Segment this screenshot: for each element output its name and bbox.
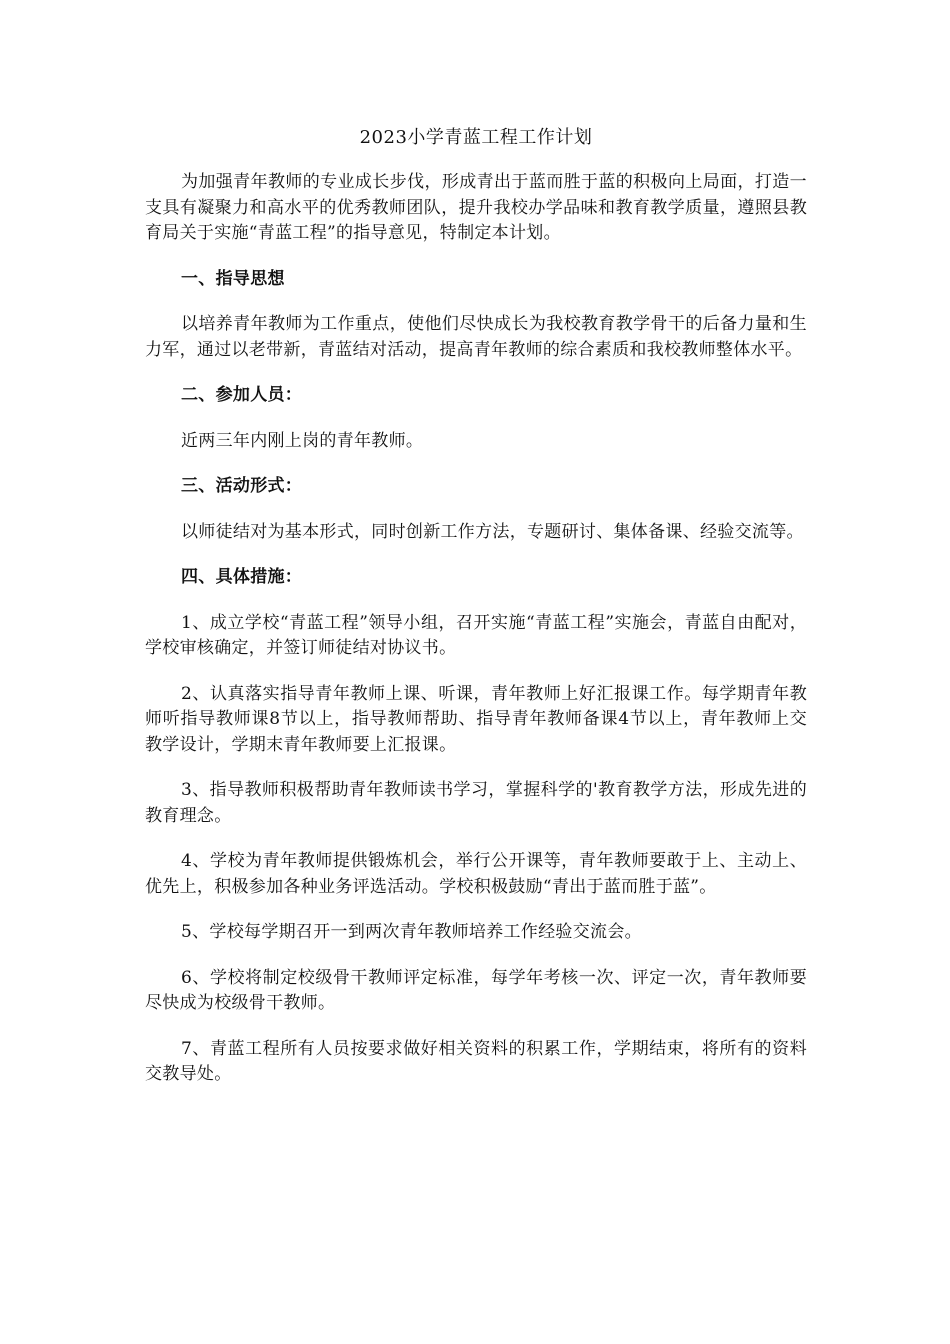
measure-item: 4、学校为青年教师提供锻炼机会，举行公开课等，青年教师要敢于上、主动上、优先上，积极参加各种业务评选活动。学校积极鼓励“青出于蓝而胜于蓝”。 [145,851,807,897]
measure-item: 3、指导教师积极帮助青年教师读书学习，掌握科学的'教育教学方法，形成先进的教育理念。 [145,780,807,826]
document-body [145,124,807,1108]
section-heading-measures: 四、具体措施： [181,567,303,587]
section-body-activity-form: 以师徒结对为基本形式，同时创新工作方法，专题研讨、集体备课、经验交流等。 [181,521,804,542]
section-heading-activity-form: 三、活动形式： [181,476,303,496]
document-title: 2023小学青蓝工程工作计划 [359,127,593,148]
section-body-guiding-ideology: 以培养青年教师为工作重点，使他们尽快成长为我校教育教学骨干的后备力量和生力军，通过以老带新，青蓝结对活动，提高青年教师的综合素质和我校教师整体水平。 [145,314,807,360]
section-heading-guiding-ideology: 一、指导思想 [181,268,285,289]
section-body-participants: 近两三年内刚上岗的青年教师。 [181,430,424,451]
intro-paragraph: 为加强青年教师的专业成长步伐，形成青出于蓝而胜于蓝的积极向上局面，打造一支具有凝聚力和高水平的优秀教师团队，提升我校办学品味和教育教学质量，遵照县教育局关于实施“青蓝工程”的指导意见，特制定本计划。 [145,172,807,243]
measure-item: 2、认真落实指导青年教师上课、听课，青年教师上好汇报课工作。每学期青年教师听指导教师课8节以上，指导教师帮助、指导青年教师备课4节以上，青年教师上交教学设计，学期末青年教师要上汇报课。 [145,683,807,755]
measure-item: 1、成立学校“青蓝工程”领导小组，召开实施“青蓝工程”实施会，青蓝自由配对，学校审核确定，并签订师徒结对协议书。 [145,612,807,658]
measure-item: 7、青蓝工程所有人员按要求做好相关资料的积累工作，学期结束，将所有的资料交教导处。 [145,1038,807,1084]
section-heading-participants: 二、参加人员： [181,385,303,405]
measure-item: 5、学校每学期召开一到两次青年教师培养工作经验交流会。 [181,922,642,942]
measure-item: 6、学校将制定校级骨干教师评定标准，每学年考核一次、评定一次，青年教师要尽快成为校级骨干教师。 [145,967,807,1013]
